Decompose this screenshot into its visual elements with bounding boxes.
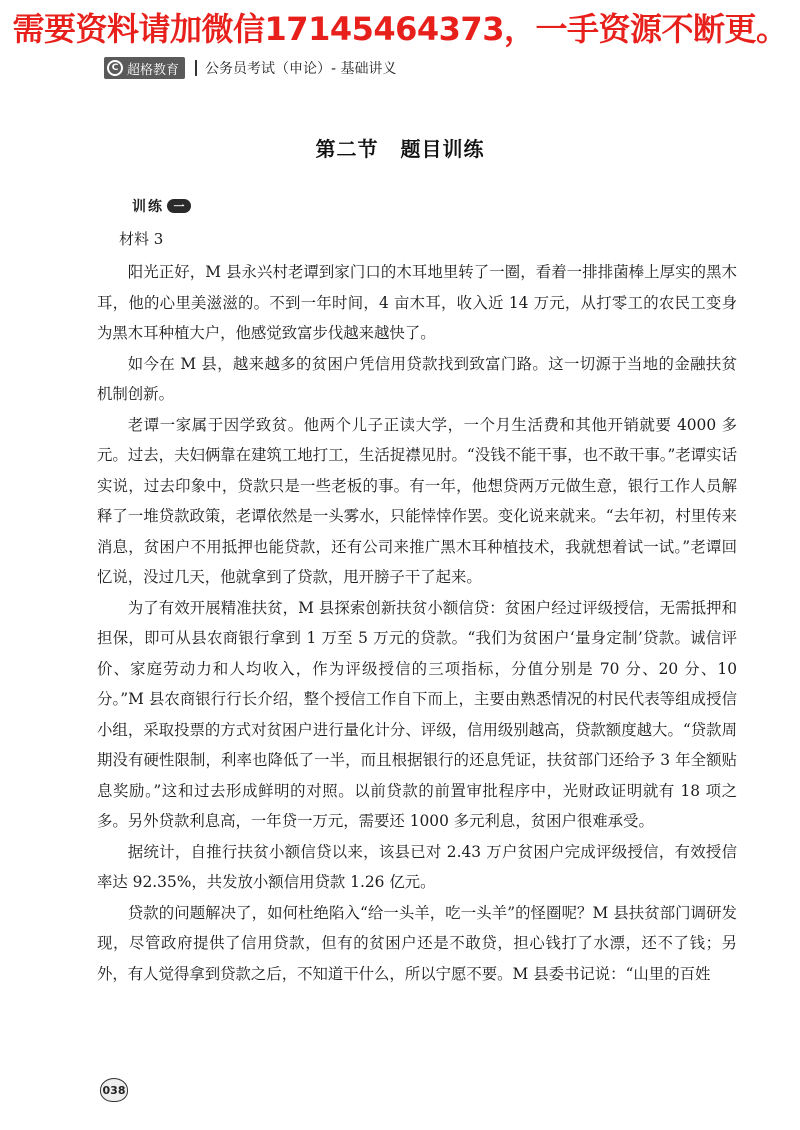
paragraph: 老谭一家属于因学致贫。他两个儿子正读大学，一个月生活费和其他开销就要 4000 多元。过去，夫妇俩靠在建筑工地打工，生活捉襟见肘。“没钱不能干事，也不敢干事。”老谭实话实说，过去印象中，贷款只是一些老板的事。有一年，他想贷两万元做生意，银行工作人员解释了一堆贷款政策，老谭依然是一头雾水，只能悻悻作罢。变化说来就来。“去年初，村里传来消息，贫困户不用抵押也能贷款，还有公司来推广黑木耳种植技术，我就想着试一试。”老谭回忆说，没过几天，他就拿到了贷款，甩开膀子干了起来。 <box>97 415 737 586</box>
exercise-label: 训练 <box>132 199 164 215</box>
header-divider <box>195 60 197 76</box>
c-logo-icon: C <box>107 60 123 76</box>
watermark-banner: 需要资料请加微信17145464373，一手资源不断更。 <box>12 10 788 48</box>
exercise-tag <box>132 196 191 216</box>
body-text <box>97 257 737 989</box>
page-header <box>104 57 397 79</box>
exercise-number-badge: 一 <box>167 199 191 213</box>
paragraph: 据统计，自推行扶贫小额信贷以来，该县已对 2.43 万户贫困户完成评级授信，有效授信率达 92.35%，共发放小额信用贷款 1.26 亿元。 <box>97 842 737 891</box>
page-number <box>100 1078 128 1102</box>
material-label: 材料 3 <box>119 230 164 248</box>
paragraph: 如今在 M 县，越来越多的贫困户凭信用贷款找到致富门路。这一切源于当地的金融扶贫机制创新。 <box>97 354 737 403</box>
book-title: 公务员考试（申论）- 基础讲义 <box>205 61 397 77</box>
section-title: 第二节 题目训练 <box>315 137 485 161</box>
brand-name: 超格教育 <box>127 62 180 78</box>
paragraph: 阳光正好，M 县永兴村老谭到家门口的木耳地里转了一圈，看着一排排菌棒上厚实的黑木耳，他的心里美滋滋的。不到一年时间，4 亩木耳，收入近 14 万元，从打零工的农民工变身为黑木耳种植大户，他感觉致富步伐越来越快了。 <box>97 263 737 342</box>
brand-logo <box>104 57 185 79</box>
page-number-badge: 038 <box>100 1078 128 1102</box>
paragraph: 贷款的问题解决了，如何杜绝陷入“给一头羊，吃一头羊”的怪圈呢？M 县扶贫部门调研发现，尽管政府提供了信用贷款，但有的贫困户还是不敢贷，担心钱打了水漂，还不了钱；另外，有人觉得拿到贷款之后，不知道干什么，所以宁愿不要。M 县委书记说：“山里的百姓 <box>97 903 737 983</box>
paragraph: 为了有效开展精准扶贫，M 县探索创新扶贫小额信贷：贫困户经过评级授信，无需抵押和担保，即可从县农商银行拿到 1 万至 5 万元的贷款。“我们为贫困户‘量身定制’贷款。诚信评价、家庭劳动力和人均收入，作为评级授信的三项指标，分值分别是 70 分、20 分、10 分。”M 县农商银行行长介绍，整个授信工作自下而上，主要由熟悉情况的村民代表等组成授信小组，采取投票的方式对贫困户进行量化计分、评级，信用级别越高，贷款额度越大。“贷款周期没有硬性限制，利率也降低了一半，而且根据银行的还息凭证，扶贫部门还给予 3 年全额贴息奖励。”这和过去形成鲜明的对照。以前贷款的前置审批程序中，光财政证明就有 18 项之多。另外贷款利息高，一年贷一万元，需要还 1000 多元利息，贫困户很难承受。 <box>97 598 737 830</box>
